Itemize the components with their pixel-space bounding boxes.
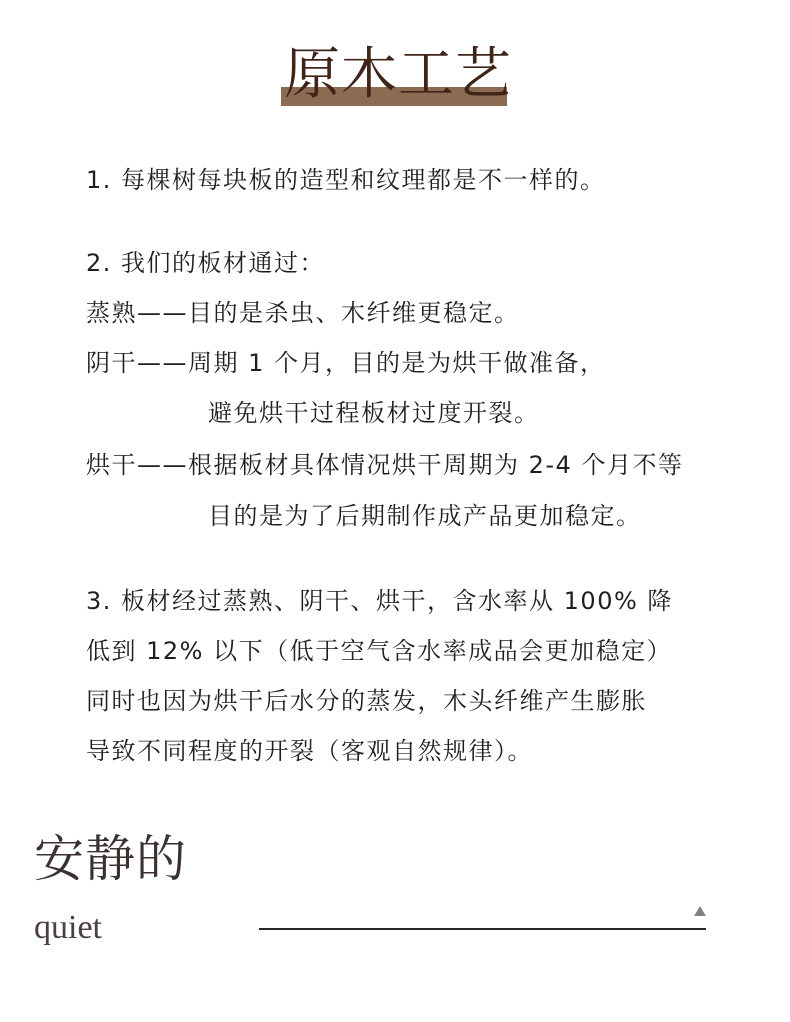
process-steaming-line: 蒸熟——目的是杀虫、木纤维更稳定。 bbox=[86, 299, 520, 327]
paragraph-3-line-2: 低到 12% 以下（低于空气含水率成品会更加稳定） bbox=[86, 637, 673, 665]
process-airdry-continued: 避免烘干过程板材过度开裂。 bbox=[208, 399, 540, 427]
paragraph-2-intro: 2. 我们的板材通过： bbox=[86, 249, 326, 277]
section-heading-chinese: 安静的 bbox=[34, 830, 187, 888]
section-heading-english: quiet bbox=[34, 909, 102, 946]
paragraph-3-line-3: 同时也因为烘干后水分的蒸发，木头纤维产生膨胀 bbox=[86, 687, 647, 715]
paragraph-3-line-1: 3. 板材经过蒸熟、阴干、烘干，含水率从 100% 降 bbox=[86, 587, 673, 615]
paragraph-3-line-4: 导致不同程度的开裂（客观自然规律）。 bbox=[86, 737, 533, 765]
process-kilndry-continued: 目的是为了后期制作成产品更加稳定。 bbox=[208, 502, 642, 530]
page-title: 原木工艺 bbox=[284, 42, 512, 107]
horizontal-rule bbox=[259, 928, 706, 930]
process-kilndry-line: 烘干——根据板材具体情况烘干周期为 2-4 个月不等 bbox=[86, 451, 684, 479]
triangle-up-icon bbox=[694, 906, 706, 916]
title-block bbox=[0, 40, 790, 120]
paragraph-1-line: 1. 每棵树每块板的造型和纹理都是不一样的。 bbox=[86, 166, 606, 194]
process-airdry-line: 阴干——周期 1 个月，目的是为烘干做准备， bbox=[86, 349, 606, 377]
